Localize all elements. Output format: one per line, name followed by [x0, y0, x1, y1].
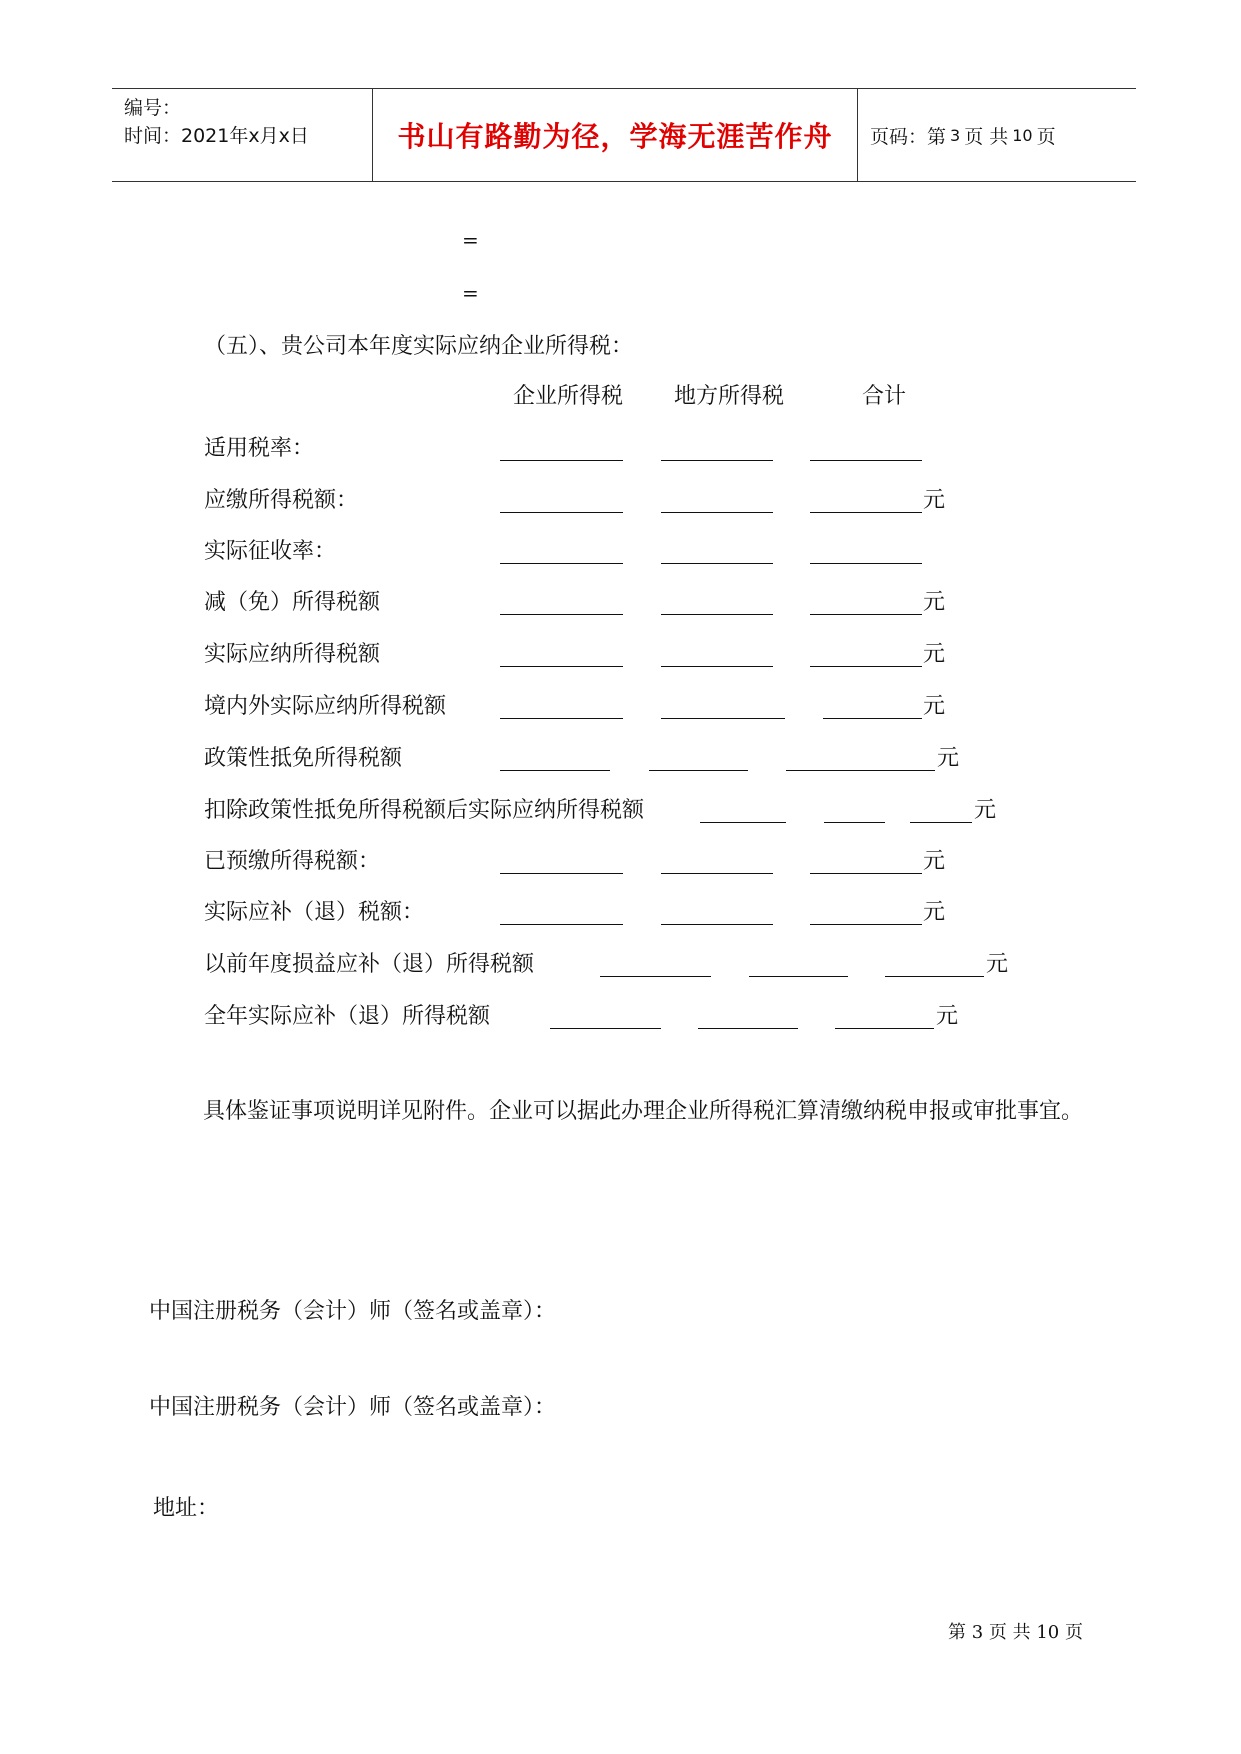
column-header-total: 合计 — [862, 384, 907, 409]
total-blank[interactable] — [835, 1028, 934, 1029]
enterprise-tax-blank[interactable] — [500, 666, 623, 667]
row-label: 境内外实际应纳所得税额 — [204, 694, 447, 719]
unit-yuan: 元 — [923, 900, 946, 925]
local-tax-blank[interactable] — [661, 718, 785, 719]
total-blank[interactable] — [810, 512, 922, 513]
local-tax-blank[interactable] — [649, 770, 748, 771]
header-meta-cell — [112, 89, 373, 181]
unit-yuan: 元 — [923, 694, 946, 719]
page-middle: 页 共 — [964, 125, 1009, 148]
header-motto: 书山有路勤为径，学海无涯苦作舟 — [397, 120, 833, 153]
local-tax-blank[interactable] — [824, 822, 885, 823]
local-tax-blank[interactable] — [661, 460, 773, 461]
header-motto-cell — [373, 89, 858, 181]
enterprise-tax-blank[interactable] — [600, 976, 711, 977]
local-tax-blank[interactable] — [749, 976, 848, 977]
total-blank[interactable] — [823, 718, 922, 719]
local-tax-blank[interactable] — [661, 924, 773, 925]
document-number-label: 编号： — [124, 97, 182, 119]
row-label: 实际应补（退）税额： — [204, 900, 425, 925]
signature-line: 中国注册税务（会计）师（签名或盖章）： — [149, 1299, 557, 1324]
total-blank[interactable] — [786, 770, 935, 771]
row-label: 全年实际应补（退）所得税额 — [204, 1004, 491, 1029]
row-label: 扣除政策性抵免所得税额后实际应纳所得税额 — [204, 798, 645, 823]
page-current: 3 — [950, 125, 961, 145]
unit-yuan: 元 — [974, 798, 997, 823]
local-tax-blank[interactable] — [661, 512, 773, 513]
total-blank[interactable] — [810, 924, 922, 925]
header-page-cell — [858, 89, 1148, 181]
enterprise-tax-blank[interactable] — [700, 822, 786, 823]
column-header-enterprise-tax: 企业所得税 — [513, 384, 624, 409]
enterprise-tax-blank[interactable] — [500, 460, 623, 461]
row-label: 实际应纳所得税额 — [204, 642, 381, 667]
address-label: 地址： — [153, 1496, 220, 1521]
enterprise-tax-blank[interactable] — [500, 770, 610, 771]
row-label: 以前年度损益应补（退）所得税额 — [204, 952, 535, 977]
total-blank[interactable] — [885, 976, 984, 977]
total-blank[interactable] — [810, 563, 922, 564]
local-tax-blank[interactable] — [698, 1028, 798, 1029]
total-blank[interactable] — [810, 614, 922, 615]
unit-yuan: 元 — [923, 849, 946, 874]
enterprise-tax-blank[interactable] — [500, 563, 623, 564]
unit-yuan: 元 — [986, 952, 1009, 977]
row-label: 实际征收率： — [204, 539, 337, 564]
total-blank[interactable] — [810, 460, 922, 461]
row-label: 减（免）所得税额 — [204, 590, 381, 615]
local-tax-blank[interactable] — [661, 614, 773, 615]
equals-sign: = — [462, 228, 479, 252]
unit-yuan: 元 — [923, 488, 946, 513]
unit-yuan: 元 — [923, 642, 946, 667]
local-tax-blank[interactable] — [661, 563, 773, 564]
enterprise-tax-blank[interactable] — [500, 873, 623, 874]
row-label: 适用税率： — [204, 436, 315, 461]
page-total: 10 — [1012, 125, 1033, 145]
local-tax-blank[interactable] — [661, 873, 773, 874]
row-label: 已预缴所得税额： — [204, 849, 381, 874]
total-blank[interactable] — [810, 666, 922, 667]
row-label: 应缴所得税额： — [204, 488, 359, 513]
equals-sign: = — [462, 281, 479, 305]
row-label: 政策性抵免所得税额 — [204, 746, 403, 771]
document-date-label: 时间：2021年x月x日 — [124, 125, 309, 147]
enterprise-tax-blank[interactable] — [550, 1028, 661, 1029]
page-footer: 第 3 页 共 10 页 — [948, 1622, 1083, 1643]
enterprise-tax-blank[interactable] — [500, 614, 623, 615]
unit-yuan: 元 — [937, 746, 960, 771]
note-paragraph: 具体鉴证事项说明详见附件。企业可以据此办理企业所得税汇算清缴纳税申报或审批事宜。 — [203, 1099, 1084, 1124]
signature-line: 中国注册税务（会计）师（签名或盖章）： — [149, 1395, 557, 1420]
page-suffix: 页 — [1036, 125, 1056, 148]
enterprise-tax-blank[interactable] — [500, 512, 623, 513]
unit-yuan: 元 — [936, 1004, 959, 1029]
enterprise-tax-blank[interactable] — [500, 718, 623, 719]
enterprise-tax-blank[interactable] — [500, 924, 623, 925]
total-blank[interactable] — [810, 873, 922, 874]
unit-yuan: 元 — [923, 590, 946, 615]
page-header — [112, 88, 1136, 182]
column-header-local-tax: 地方所得税 — [674, 384, 785, 409]
total-blank[interactable] — [910, 822, 972, 823]
local-tax-blank[interactable] — [661, 666, 773, 667]
section-title: （五）、贵公司本年度实际应纳企业所得税： — [204, 334, 634, 359]
page-prefix: 页码：第 — [870, 125, 947, 148]
